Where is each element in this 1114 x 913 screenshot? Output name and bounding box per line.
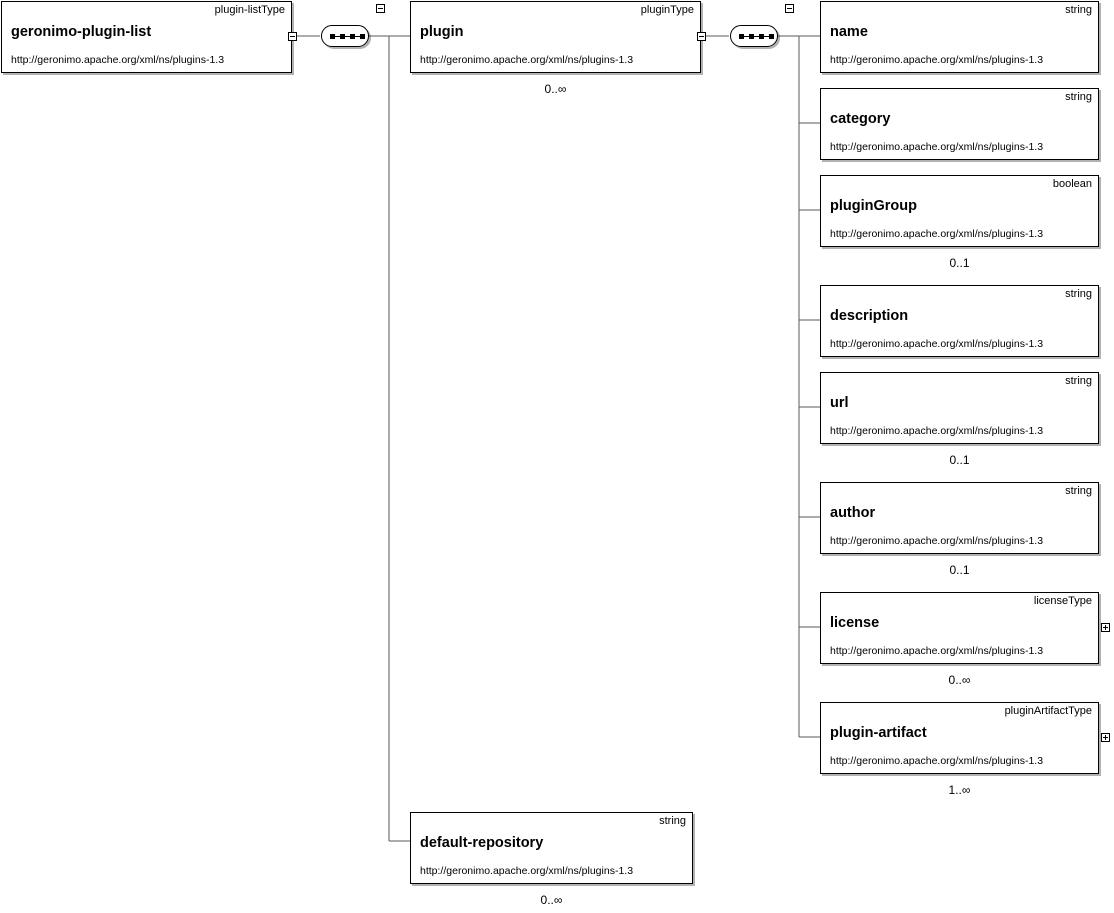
cardinality-license: 0..∞	[948, 673, 971, 687]
cardinality-plugin: 0..∞	[544, 82, 567, 96]
element-name: plugin	[420, 24, 464, 40]
element-namespace: http://geronimo.apache.org/xml/ns/plugins-1.3	[830, 645, 1044, 657]
type-label: pluginType	[640, 4, 694, 16]
element-name: category	[830, 111, 891, 127]
plus-icon	[1105, 735, 1106, 740]
cardinality-default-repository: 0..∞	[540, 893, 563, 907]
element-namespace: http://geronimo.apache.org/xml/ns/plugins-1.3	[11, 54, 225, 66]
minus-icon	[378, 8, 383, 9]
type-label: boolean	[1052, 178, 1092, 190]
element-namespace: http://geronimo.apache.org/xml/ns/plugins-1.3	[830, 535, 1044, 547]
cardinality-pluginGroup: 0..1	[949, 256, 970, 270]
type-label: string	[1065, 4, 1092, 16]
type-label: pluginArtifactType	[1004, 705, 1092, 717]
cardinality-author: 0..1	[949, 563, 970, 577]
sequence-dot-icon	[350, 34, 355, 39]
element-name: pluginGroup	[830, 198, 917, 214]
element-namespace: http://geronimo.apache.org/xml/ns/plugins-1.3	[830, 54, 1044, 66]
element-name: plugin-artifact	[830, 725, 927, 741]
sequence-compositor-root[interactable]	[321, 25, 369, 47]
sequence-dot-icon	[330, 34, 335, 39]
cardinality-plugin-artifact: 1..∞	[948, 783, 971, 797]
element-namespace: http://geronimo.apache.org/xml/ns/plugins-1.3	[420, 865, 634, 877]
element-name-box[interactable]	[820, 1, 1099, 73]
type-label: string	[1065, 375, 1092, 387]
element-namespace: http://geronimo.apache.org/xml/ns/plugins-1.3	[830, 425, 1044, 437]
element-namespace: http://geronimo.apache.org/xml/ns/plugins-1.3	[830, 755, 1044, 767]
element-url[interactable]	[820, 372, 1099, 444]
minus-icon	[290, 36, 295, 37]
type-label: string	[1065, 91, 1092, 103]
plus-icon	[1105, 625, 1106, 630]
element-pluginGroup[interactable]	[820, 175, 1099, 247]
element-author[interactable]	[820, 482, 1099, 554]
element-geronimo-plugin-list[interactable]	[1, 1, 292, 73]
collapse-handle-plugin[interactable]	[697, 32, 706, 41]
sequence-dot-icon	[759, 34, 764, 39]
sequence-dot-icon	[340, 34, 345, 39]
element-name: author	[830, 505, 876, 521]
element-name: url	[830, 395, 849, 411]
element-plugin-artifact[interactable]	[820, 702, 1099, 774]
type-label: string	[659, 815, 686, 827]
minus-icon	[699, 36, 704, 37]
element-namespace: http://geronimo.apache.org/xml/ns/plugins-1.3	[830, 228, 1044, 240]
element-name: geronimo-plugin-list	[11, 24, 152, 40]
element-default-repository[interactable]	[410, 812, 693, 884]
collapse-handle-sequence-root[interactable]	[376, 4, 385, 13]
element-namespace: http://geronimo.apache.org/xml/ns/plugins-1.3	[420, 54, 634, 66]
type-label: plugin-listType	[214, 4, 285, 16]
sequence-dot-icon	[739, 34, 744, 39]
cardinality-url: 0..1	[949, 453, 970, 467]
element-name: license	[830, 615, 880, 631]
type-label: licenseType	[1033, 595, 1092, 607]
element-name: name	[830, 24, 868, 40]
element-description[interactable]	[820, 285, 1099, 357]
collapse-handle-sequence-plugin[interactable]	[785, 4, 794, 13]
sequence-dot-icon	[769, 34, 774, 39]
type-label: string	[1065, 288, 1092, 300]
element-license[interactable]	[820, 592, 1099, 664]
sequence-compositor-plugin[interactable]	[730, 25, 778, 47]
expand-handle-license[interactable]	[1101, 623, 1110, 632]
element-name: default-repository	[420, 835, 544, 851]
collapse-handle-geronimo-plugin-list[interactable]	[288, 32, 297, 41]
sequence-dot-icon	[749, 34, 754, 39]
element-name: description	[830, 308, 909, 324]
element-plugin[interactable]	[410, 1, 701, 73]
element-namespace: http://geronimo.apache.org/xml/ns/plugins-1.3	[830, 338, 1044, 350]
element-category[interactable]	[820, 88, 1099, 160]
minus-icon	[787, 8, 792, 9]
type-label: string	[1065, 485, 1092, 497]
element-namespace: http://geronimo.apache.org/xml/ns/plugins-1.3	[830, 141, 1044, 153]
sequence-dot-icon	[360, 34, 365, 39]
expand-handle-plugin-artifact[interactable]	[1101, 733, 1110, 742]
